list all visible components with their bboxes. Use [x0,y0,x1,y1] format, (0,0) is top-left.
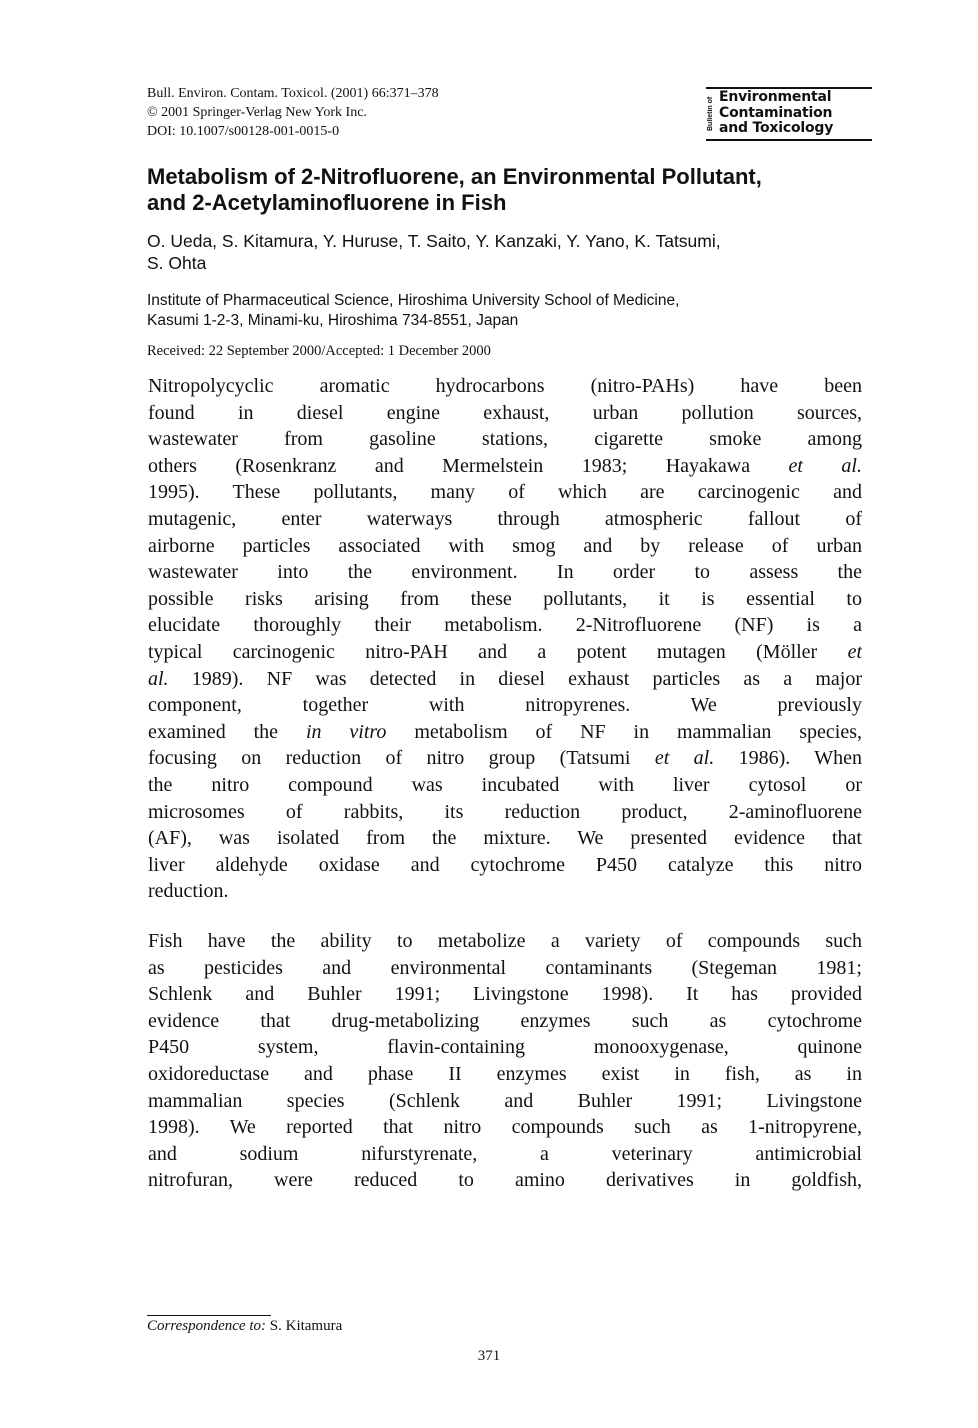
journal-logo-line-3: and Toxicology [719,120,834,136]
author-list [147,230,867,274]
text-line: reduction. [148,880,229,903]
footnote-divider [147,1315,271,1316]
author-line: O. Ueda, S. Kitamura, Y. Huruse, T. Saito, Y. Kanzaki, Y. Yano, K. Tatsumi, [147,231,721,251]
text-line: evidence that drug-metabolizing enzymes such as cytochrome [148,1009,862,1032]
citation-doi: DOI: 10.1007/s00128-001-0015-0 [147,124,340,139]
body-paragraph-1 [148,373,862,905]
text-line: mammalian species (Schlenk and Buhler 1991; Livingstone [148,1089,862,1112]
affiliation-line: Kasumi 1-2-3, Minami-ku, Hiroshima 734-8551, Japan [147,312,519,329]
journal-logo-line-1: Environmental [719,89,832,105]
journal-logo [706,87,872,141]
text-line: mutagenic, enter waterways through atmospheric fallout of [148,507,862,530]
text-line: wastewater into the environment. In order to assess the [148,561,862,584]
italic-text: et [847,640,862,663]
text-line: liver aldehyde oxidase and cytochrome P450 catalyze this nitro [148,853,862,876]
citation-copyright: © 2001 Springer-Verlag New York Inc. [147,105,367,120]
text-line: al. 1989). NF was detected in diesel exhaust particles as a major [148,667,862,690]
footnote-label: Correspondence to: [147,1318,267,1334]
affiliation [147,291,867,331]
citation-block [147,84,567,141]
text-line: elucidate thoroughly their metabolism. 2-Nitrofluorene (NF) is a [148,614,862,637]
text-line: nitrofuran, were reduced to amino derivatives in goldfish, [148,1169,862,1192]
text-line: the nitro compound was incubated with liver cytosol or [148,773,862,796]
text-line: (AF), was isolated from the mixture. We presented evidence that [148,827,862,850]
page-number: 371 [477,1348,501,1364]
journal-logo-side-text: Bulletin of [707,96,714,132]
text-line: possible risks arising from these pollutants, it is essential to [148,587,862,610]
text-line: examined the in vitro metabolism of NF in mammalian species, [148,720,862,743]
text-line: Schlenk and Buhler 1991; Livingstone 1998). It has provided [148,983,862,1006]
text-line: oxidoreductase and phase II enzymes exist in fish, as in [148,1062,862,1085]
author-line: S. Ohta [147,253,207,273]
article-title-line: Metabolism of 2-Nitrofluorene, an Environmental Pollutant, [147,164,762,189]
text-line: others (Rosenkranz and Mermelstein 1983; Hayakawa et al. [148,454,862,477]
text-line: as pesticides and environmental contaminants (Stegeman 1981; [148,956,862,979]
text-line: focusing on reduction of nitro group (Tatsumi et al. 1986). When [148,747,862,770]
text-line: wastewater from gasoline stations, cigarette smoke among [148,428,862,451]
text-line: P450 system, flavin-containing monooxygenase, quinone [148,1036,862,1059]
text-line: typical carcinogenic nitro-PAH and a potent mutagen (Möller et [148,640,862,663]
footnote [147,1318,342,1335]
text-line: and sodium nifurstyrenate, a veterinary antimicrobial [148,1142,862,1165]
citation-journal: Bull. Environ. Contam. Toxicol. (2001) 66:371–378 [147,86,439,101]
text-line: Fish have the ability to metabolize a variety of compounds such [148,930,862,952]
italic-text: al. [148,667,169,690]
text-line: 1998). We reported that nitro compounds such as 1-nitropyrene, [148,1116,862,1139]
text-line: 1995). These pollutants, many of which are carcinogenic and [148,481,862,504]
body-paragraph-2 [148,928,862,1194]
article-title [147,164,887,216]
article-title-line: and 2-Acetylaminofluorene in Fish [147,190,507,215]
text-line: found in diesel engine exhaust, urban pollution sources, [148,401,862,424]
italic-text: et al. [654,747,715,770]
text-line: microsomes of rabbits, its reduction product, 2-aminofluorene [148,800,862,823]
affiliation-line: Institute of Pharmaceutical Science, Hiroshima University School of Medicine, [147,292,680,309]
italic-text: in vitro [305,720,387,743]
text-line: Nitropolycyclic aromatic hydrocarbons (nitro-PAHs) have been [148,375,862,397]
text-line: component, together with nitropyrenes. We previously [148,694,862,717]
journal-logo-line-2: Contamination [719,104,833,121]
text-line: airborne particles associated with smog and by release of urban [148,534,862,557]
received-dates: Received: 22 September 2000/Accepted: 1 December 2000 [147,343,491,359]
footnote-name: S. Kitamura [269,1318,343,1334]
italic-text: et al. [788,454,862,477]
